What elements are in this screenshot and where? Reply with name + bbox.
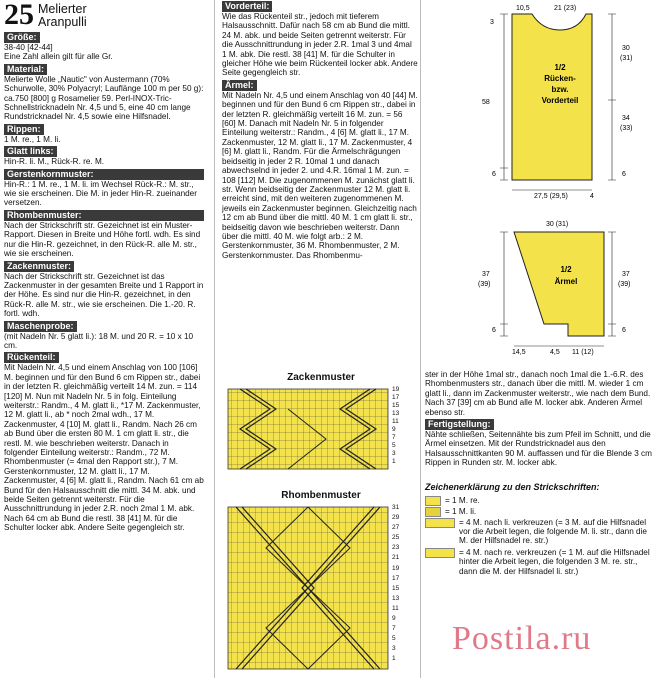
sleeve-dim-left-bottom: 6 bbox=[492, 327, 496, 334]
schematics bbox=[472, 0, 660, 365]
material-heading: Material: bbox=[4, 64, 47, 75]
diamond-pattern-text: Nach der Strickschrift str. Gezeichnet ist ein Muster-Rapport. Diesen in Breite und Höhe fortl. wdh. Es sind nur die Hin-R. gezeichnet, in den Rück-R. alle M. str., wie sie erscheinen. bbox=[4, 220, 201, 259]
rib-text: 1 M. re., 1 M. li. bbox=[4, 134, 61, 144]
size-text: 38-40 [42-44] bbox=[4, 43, 53, 52]
finishing-text: Nähte schließen, Seitennähte bis zum Pfeil im Schnitt, und die Ärmel einsetzen. Mit der Rundstricknadel aus den Halsausschnittkanten 90 M. auffassen und für die Blende 3 cm Rippen in Runden str. M. locker abk. bbox=[425, 430, 652, 468]
sleeve-dim-left-b: (39) bbox=[478, 281, 491, 288]
sleeve-heading: Ärmel: bbox=[222, 80, 257, 91]
seed-stitch-text: Hin-R.: 1 M. re., 1 M. li. im Wechsel Rück-R.: M. str., wie sie erscheinen. Die M. in jeder Hin-R. zueinander versetzen. bbox=[4, 179, 197, 208]
watermark: Postila.ru bbox=[452, 620, 592, 657]
pattern-header bbox=[4, 0, 204, 30]
body-dim-bottom2: 4 bbox=[590, 193, 594, 200]
front-heading: Vorderteil: bbox=[222, 1, 272, 12]
body-dim-right-2b: (33) bbox=[620, 125, 633, 132]
legend-item-purl: = 1 M. li. bbox=[425, 507, 653, 518]
body-dim-top2: 21 (23) bbox=[554, 5, 577, 12]
body-dim-left: 58 bbox=[482, 99, 490, 106]
sleeve-dim-bottom-1: 14,5 bbox=[512, 349, 526, 356]
gauge-text: (mit Nadeln Nr. 5 glatt li.): 18 M. und 20 R. = 10 x 10 cm. bbox=[4, 331, 194, 350]
column-1 bbox=[4, 0, 204, 533]
front-text: Wie das Rückenteil str., jedoch mit tieferem Halsausschnitt. Dafür nach 58 cm ab Bund die mittl. 24 M. abk. und beide Seiten getrennt weiterstr. Für die Ausschnittrundung in jeder 2.R. 1mal 3 und 4mal 1 M. abk. Die restl. 38 [41] M. für die Schulter in gleicher Höhe wie beim Rückenteil locker abk. Andere Seite gegengleich str. bbox=[222, 12, 418, 78]
zigzag-pattern-heading: Zackenmuster: bbox=[4, 261, 74, 272]
sleeve-dim-left: 37 bbox=[482, 271, 490, 278]
knit-symbol-icon bbox=[425, 496, 441, 506]
body-label-4: Vorderteil bbox=[541, 96, 579, 105]
zigzag-row-numbers: 19 17 15 13 11 9 7 5 3 1 bbox=[392, 386, 400, 465]
body-dim-right-1: 30 bbox=[622, 45, 630, 52]
sleeve-dim-bottom-3: 11 (12) bbox=[572, 349, 594, 356]
size-note: Eine Zahl allein gilt für alle Gr. bbox=[4, 52, 113, 62]
sleeve-dim-right: 37 bbox=[622, 271, 630, 278]
sleeve-dim-right-bottom: 6 bbox=[622, 327, 626, 334]
diamond-chart bbox=[226, 490, 416, 680]
diamond-chart-grid bbox=[226, 503, 416, 675]
column-divider-2 bbox=[420, 0, 421, 678]
sleeve-text: Mit Nadeln Nr. 4,5 und einem Anschlag von 40 [44] M. beginnen und für den Bund 6 cm Rippen str., dabei in der letzten R. gleichmäßig verteilt 16 M. zun. = 56 [60] M. Danach mit Nadeln Nr. 5 in folgender Einteilung weiterstr.: Randm., 4 [6] M. glatt li., 17 M. Zackenmuster, 12 M. glatt li., 17 M. Zackenmuster, 4 [6] M. glatt li., Randm. Für die Ärmelschrägungen beidseitig in jeder 2 R. 10mal 1 und danach abwechselnd in jeder 2. und 4.R. 16mal 1 M. zun. = 108 [112] M. Die zugenommenen M. zunächst glatt li. str. Wenn beidseitig der Zackenmuster 12 M. glatt li. erreicht sind, mit den weiteren zugenommenen M. jeweils ein Zackenmuster beginnen. Gleichzeitig nach 12 cm ab Bund über die mittl. 40 M. 1 cm glatt li. str., beidseitig davon wie beschrieben weiterstr. Dann über die mittl. 40 M. wie folgt arb.: 2 M. Gerstenkornmuster, 36 M. Rhombenmuster, 2 M. Gerstenkornmuster. Das Rhombenmu- bbox=[222, 90, 418, 260]
body-dim-left-top: 3 bbox=[490, 19, 494, 26]
pattern-number: 25 bbox=[4, 0, 34, 31]
zigzag-chart-grid bbox=[226, 385, 416, 481]
body-dim-left-bottom: 6 bbox=[492, 171, 496, 178]
sleeve-dim-top: 30 (31) bbox=[546, 221, 569, 228]
purl-symbol-icon bbox=[425, 507, 441, 517]
reverse-stockinette-text: Hin-R. li. M., Rück-R. re. M. bbox=[4, 157, 105, 167]
rib-heading: Rippen: bbox=[4, 124, 44, 135]
size-heading: Größe: bbox=[4, 32, 40, 43]
body-dim-right-2: 34 bbox=[622, 115, 630, 122]
back-text: Mit Nadeln Nr. 4,5 und einem Anschlag von 100 [106] M. beginnen und für den Bund 6 cm Rippen str., dabei in der letzten R. gleichmäßig verteilt 14 M. zun. = 114 [120] M. Nun mit Nadeln Nr. 5 in folg. Einteilung weiterstr.: Randm., 4 M. glatt li., *17 M. Zackenmuster, 12 M. glatt li., ab * noch 2mal wdh., 17 M. Zackenmuster, 4 [10] M. glatt li., Randm. Nach 26 cm ab Bund über die ersten 80 M. 1 cm glatt li. str., die restl. M. wie beschrieben weiterstr. Danach in folgender Einteilung weiterstr.: Randm., 72 M. Rhombenmuster (= 4mal den Rapport str.), 7 M. Gerstenkornmuster, 12 M. glatt li., 17 M. Zackenmuster, 4 [6] M. glatt li., Randm. Nach 61 cm ab Bund für den Halsausschnitt die mittl. 34 M. abk. und beide Seiten getrennt weiterstr. Für die Ausschnittrundung in jeder 2.R. noch 2mal 1 M. abk. Nach 64 cm ab Bund die restl. 38 [41] M. für die Schulter locker abk. Andere Seite gegengleich str. bbox=[4, 363, 204, 533]
finishing-heading: Fertigstellung: bbox=[425, 419, 494, 430]
diamond-chart-title: Rhombenmuster bbox=[281, 490, 361, 501]
zigzag-chart bbox=[226, 372, 416, 486]
sleeve-continued-text: ster in der Höhe 1mal str., danach noch 1mal die 1.-6.R. des Rhombenmusters str., danach über die mittl. M. wieder 1 cm glatt li., dann im Zackenmuster weiterstr., wie nach dem Bund. Nach 37 [39] cm ab Bund alle M. locker abk. Anderen Ärmel ebenso str. bbox=[425, 370, 651, 417]
column-3-text bbox=[425, 370, 653, 576]
cross-right-symbol-icon bbox=[425, 548, 455, 558]
zigzag-pattern-text: Nach der Strickschrift str. Gezeichnet ist das Zackenmuster in der gesamten Breite und 1 Rapport in der Höhe. Es sind nur die Hin-R. gezeichnet, in den Rück-R. alle M. str., wie sie erscheinen. Die 1.-20. R. fortl. wdh. bbox=[4, 271, 204, 319]
sleeve-dim-bottom-2: 4,5 bbox=[550, 349, 560, 356]
legend bbox=[425, 496, 653, 576]
sleeve-dim-right-b: (39) bbox=[618, 281, 631, 288]
body-label-1: 1/2 bbox=[554, 63, 566, 72]
body-label-2: Rücken- bbox=[544, 74, 576, 83]
reverse-stockinette-heading: Glatt links: bbox=[4, 146, 57, 157]
sleeve-label-1: 1/2 bbox=[560, 265, 572, 274]
column-divider bbox=[214, 0, 215, 678]
body-dim-bottom: 27,5 (29,5) bbox=[534, 193, 568, 200]
legend-item-cross-right: = 4 M. nach re. verkreuzen (= 1 M. auf die Hilfsnadel hinter die Arbeit legen, die folgenden 3 M. re. str., dann die M. der Hilfsnadel li. str.) bbox=[425, 548, 653, 576]
body-dim-right-1b: (31) bbox=[620, 55, 633, 62]
legend-item-cross-left: = 4 M. nach li. verkreuzen (= 3 M. auf die Hilfsnadel vor die Arbeit legen, die folgende M. li. str., dann die M. der Hilfsnadel re. str.) bbox=[425, 518, 653, 546]
material-text: Melierte Wolle „Nautic" von Austermann (70% Schurwolle, 30% Polyacryl; Lauflänge 100 m per 50 g): ca.750 [800] g Rosamelier 59. Perl-INOX-Tric-Schnellstricknadeln Nr. 4,5 und 5, eine 40 cm lange Rundstricknadel Nr. 4,5 sowie eine Hilfsnadel. bbox=[4, 74, 204, 122]
legend-item-knit: = 1 M. re. bbox=[425, 496, 653, 507]
diamond-row-numbers: 31 29 27 25 23 21 19 17 15 13 11 9 7 5 3 1 bbox=[392, 504, 400, 663]
pattern-title: Melierter Aranpulli bbox=[38, 2, 87, 29]
legend-heading: Zeichenerklärung zu den Strickschriften: bbox=[425, 481, 600, 492]
body-label-3: bzw. bbox=[551, 85, 569, 94]
back-heading: Rückenteil: bbox=[4, 352, 59, 363]
zigzag-chart-title: Zackenmuster bbox=[287, 372, 355, 383]
seed-stitch-heading: Gerstenkornmuster: bbox=[4, 169, 204, 180]
diamond-pattern-heading: Rhombenmuster: bbox=[4, 210, 204, 221]
body-dim-top: 10,5 bbox=[516, 5, 530, 12]
body-dim-right-3: 6 bbox=[622, 171, 626, 178]
cross-left-symbol-icon bbox=[425, 518, 455, 528]
gauge-heading: Maschenprobe: bbox=[4, 321, 77, 332]
column-2 bbox=[222, 0, 418, 260]
sleeve-label-2: Ärmel bbox=[554, 277, 578, 286]
